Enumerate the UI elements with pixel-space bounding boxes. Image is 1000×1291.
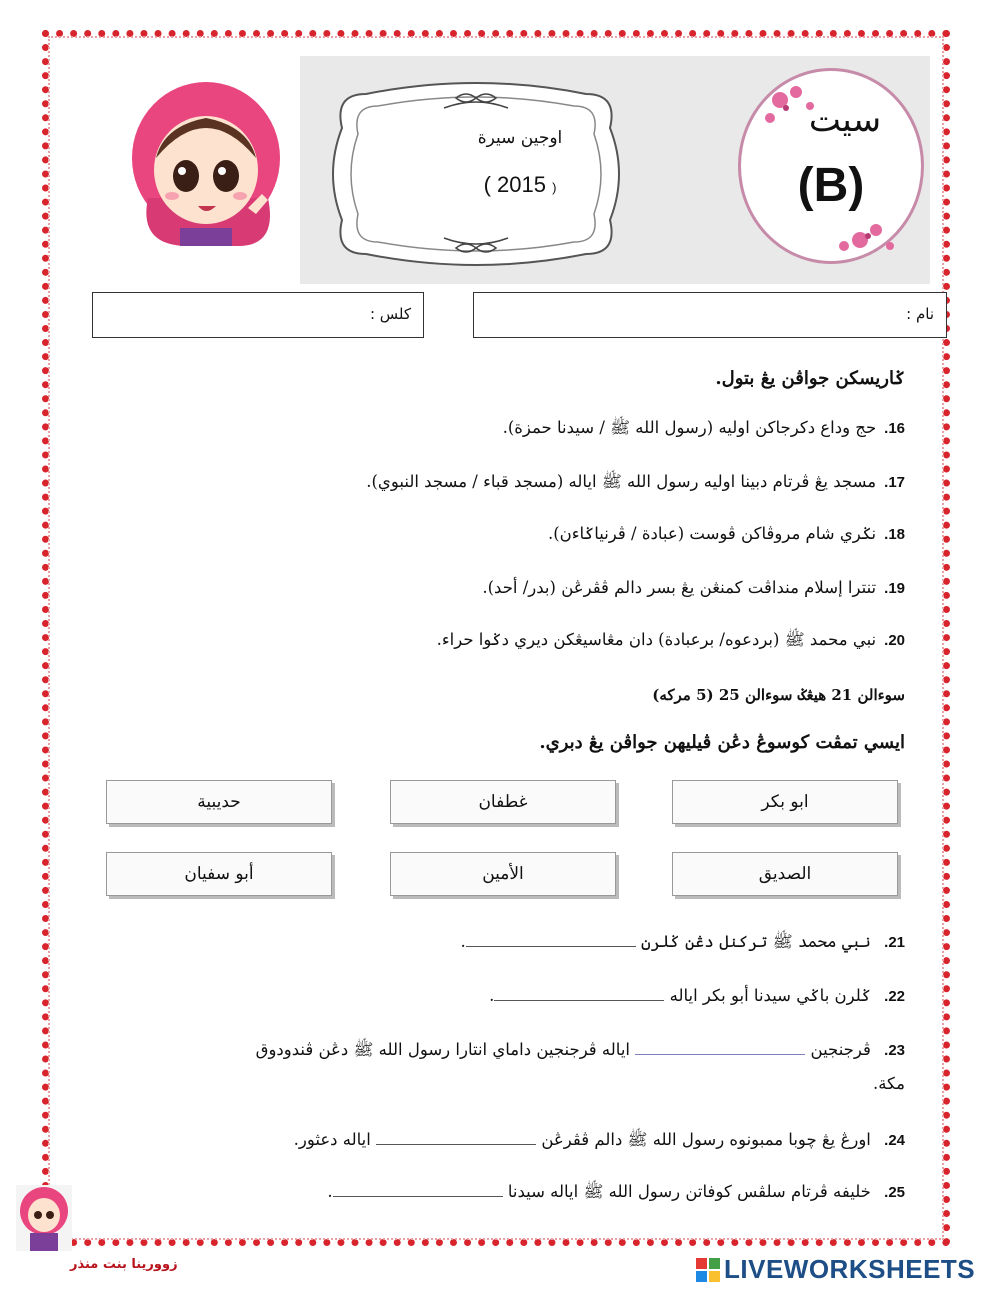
question-25: 25. خليفه ڤرتام سلڤس كوفاتن رسول الله ﷺ اياله سيدنا . (327, 1182, 905, 1201)
question-20: 20.نبي محمد ﷺ (بردعوه/ برعبادة) دان مڠاسيڠكن ديري دݢوا حراء. (436, 630, 905, 649)
plaque-title: اوجين سيرة (477, 128, 563, 148)
question-16: 16.حج وداع دكرجاكن اوليه (رسول الله ﷺ / سيدنا حمزة). (502, 418, 905, 437)
question-17: 17.مسجد يڠ ڤرتام دبينا اوليه رسول الله ﷺ اياله (مسجد قباء / مسجد النبوي). (366, 472, 905, 491)
option-abu-bakr[interactable]: ابو بكر (672, 780, 898, 824)
option-al-amin[interactable]: الأمين (390, 852, 616, 896)
question-21: 21. نبي محمد ﷺ تركنل دڠن ݢلرن . (460, 932, 905, 951)
class-label: كلس : (369, 305, 411, 323)
hijab-girl-illustration (128, 78, 288, 248)
name-field[interactable] (473, 292, 947, 338)
option-hudaibiyah[interactable]: حديبية (106, 780, 332, 824)
answer-blank-23[interactable] (635, 1044, 805, 1055)
name-label: نام : (906, 305, 934, 323)
section2-instruction: ايسي تمڤت كوسوڠ دڠن ڤيليهن جواڤن يڠ دبري. (539, 732, 905, 753)
question-24: 24. اورڠ يڠ چوبا ممبونوه رسول الله ﷺ دالم ڤڤرڠن اياله دعثور. (293, 1130, 905, 1149)
answer-blank-22[interactable] (494, 990, 664, 1001)
section1-instruction: ݢاريسكن جواڤن يڠ بتول. (715, 368, 905, 389)
question-23-line2: مكة. (872, 1074, 905, 1093)
class-field[interactable] (92, 292, 424, 338)
set-label: سيت (808, 100, 882, 140)
liveworksheets-brand[interactable]: LIVEWORKSHEETS (724, 1254, 976, 1284)
option-abu-sufyan[interactable]: أبو سفيان (106, 852, 332, 896)
question-19: 19.تنترا إسلام منداڤت كمنڠن يڠ بسر دالم ڤڤرڠن (بدر/ أحد). (482, 578, 905, 597)
question-18: 18.نݢري شام مروڤاكن ڤوست (عبادة / ڤرنياݢاءن). (547, 524, 905, 543)
set-letter: (B) (797, 159, 865, 212)
answer-blank-25[interactable] (333, 1186, 503, 1197)
answer-blank-24[interactable] (376, 1134, 536, 1145)
author-credit: زوورينا بنت منذر (70, 1257, 178, 1272)
author-avatar (16, 1185, 72, 1251)
question-22: 22. ݢلرن باݢي سيدنا أبو بكر اياله . (489, 986, 905, 1005)
question-23: 23. ڤرجنجين اياله ڤرجنجين داماي انتارا رسول الله ﷺ دڠن ڤندودوق (255, 1040, 905, 1059)
plaque-year: ( 2015 ) (483, 172, 557, 197)
option-as-siddiq[interactable]: الصديق (672, 852, 898, 896)
section2-heading: سوءالن 21 هيڠݢ سوءالن 25 (5 مركه) (652, 686, 905, 704)
liveworksheets-logo-icon (696, 1258, 720, 1282)
option-ghatafan[interactable]: غطفان (390, 780, 616, 824)
answer-blank-21[interactable] (466, 936, 636, 947)
